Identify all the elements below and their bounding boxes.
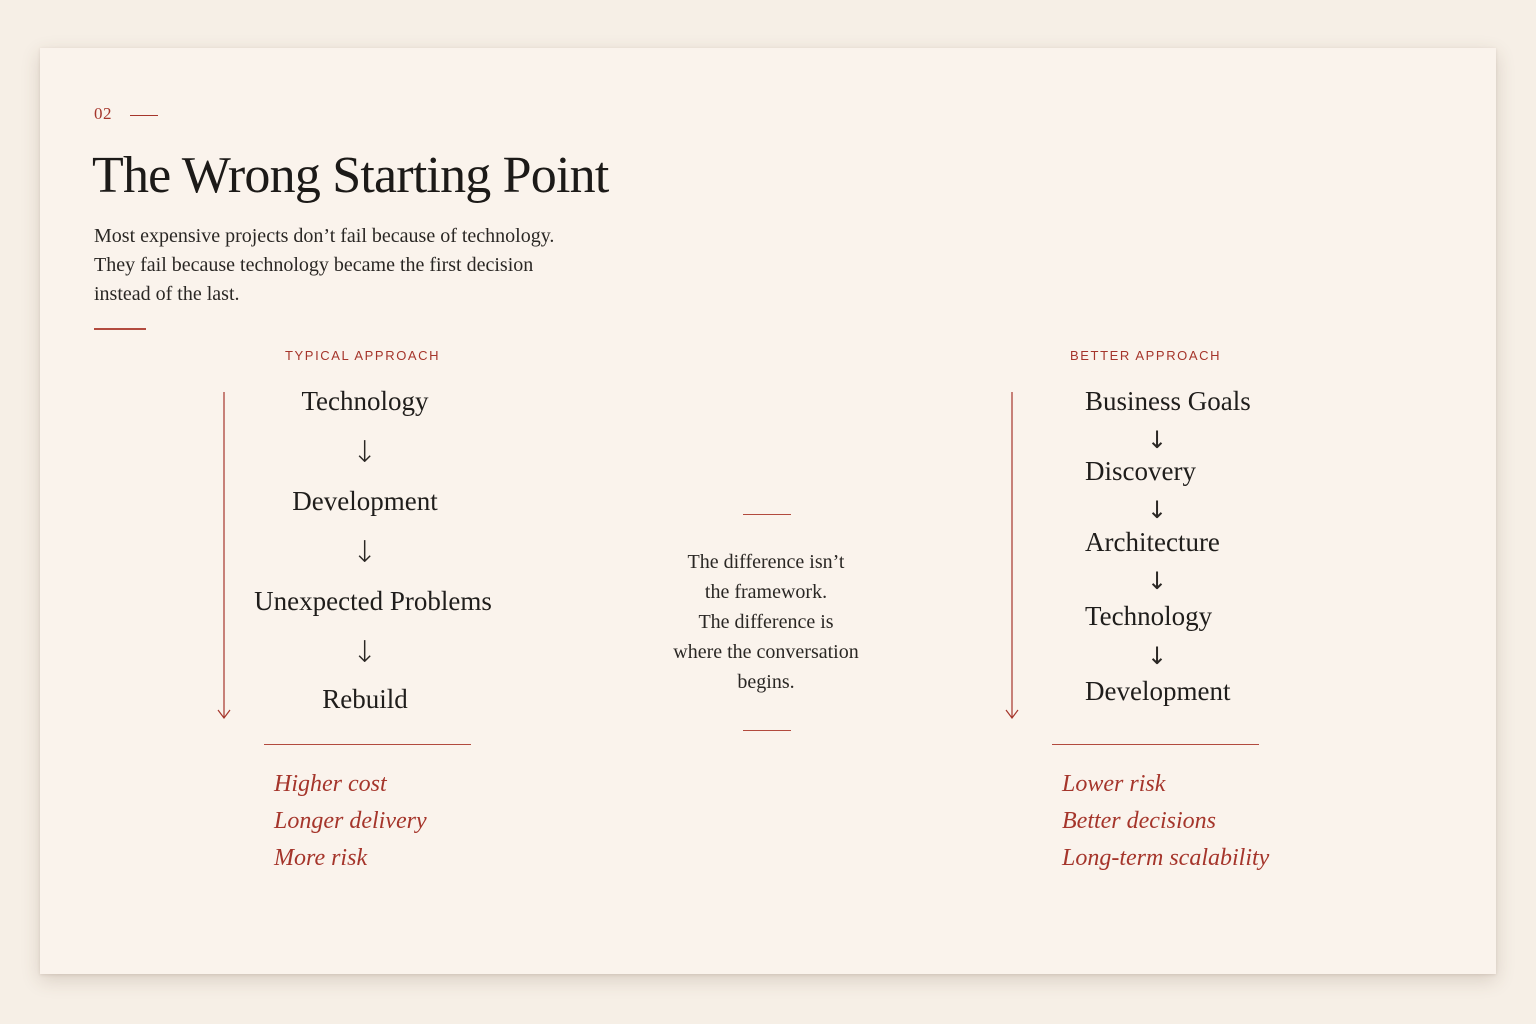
intro-line: They fail because technology became the first decision bbox=[94, 254, 534, 276]
better-approach-label: BETTER APPROACH bbox=[1070, 348, 1222, 363]
outcome-item: Longer delivery bbox=[274, 808, 427, 834]
intro-paragraph bbox=[94, 222, 554, 309]
quote-line: The difference is bbox=[698, 611, 834, 633]
center-bottom-rule bbox=[743, 730, 791, 731]
better-step: Business Goals bbox=[1085, 386, 1251, 416]
better-step: Architecture bbox=[1085, 527, 1220, 557]
typical-flow-arrow-icon bbox=[216, 392, 232, 722]
quote-line: begins. bbox=[737, 671, 795, 693]
down-arrow-icon: ↓ bbox=[1147, 496, 1168, 524]
down-arrow-icon: ↓ bbox=[1147, 567, 1168, 595]
intro-line: instead of the last. bbox=[94, 283, 240, 305]
typical-outcomes bbox=[274, 766, 427, 877]
outcome-item: Long-term scalability bbox=[1062, 845, 1270, 871]
accent-rule bbox=[94, 328, 146, 330]
section-number-dash bbox=[130, 115, 158, 116]
better-divider bbox=[1052, 744, 1259, 745]
down-arrow-icon: ↓ bbox=[352, 635, 378, 670]
quote-line: the framework. bbox=[704, 581, 828, 603]
better-step: Discovery bbox=[1085, 456, 1196, 486]
quote-line: The difference isn’t bbox=[687, 551, 845, 573]
typical-step: Development bbox=[292, 486, 438, 516]
down-arrow-icon: ↓ bbox=[352, 535, 378, 570]
better-step: Development bbox=[1085, 676, 1231, 706]
typical-step: Rebuild bbox=[322, 684, 408, 714]
better-step: Technology bbox=[1085, 601, 1213, 631]
outcome-item: Better decisions bbox=[1062, 808, 1216, 834]
intro-line: Most expensive projects don’t fail because of technology. bbox=[94, 225, 555, 247]
typical-approach-label: TYPICAL APPROACH bbox=[285, 348, 441, 363]
quote-line: where the conversation bbox=[673, 641, 859, 663]
outcome-item: Lower risk bbox=[1062, 771, 1166, 797]
typical-divider bbox=[264, 744, 471, 745]
better-outcomes bbox=[1062, 766, 1269, 877]
outcome-item: More risk bbox=[274, 845, 368, 871]
outcome-item: Higher cost bbox=[274, 771, 387, 797]
page-title: The Wrong Starting Point bbox=[92, 147, 609, 204]
center-quote bbox=[636, 547, 896, 697]
down-arrow-icon: ↓ bbox=[352, 435, 378, 470]
section-number: 02 bbox=[94, 104, 112, 123]
center-top-rule bbox=[743, 514, 791, 515]
down-arrow-icon: ↓ bbox=[1147, 426, 1168, 454]
slide-card bbox=[40, 48, 1496, 974]
typical-step: Technology bbox=[301, 386, 429, 416]
down-arrow-icon: ↓ bbox=[1147, 642, 1168, 670]
better-flow-arrow-icon bbox=[1004, 392, 1020, 722]
typical-step: Unexpected Problems bbox=[254, 586, 492, 616]
